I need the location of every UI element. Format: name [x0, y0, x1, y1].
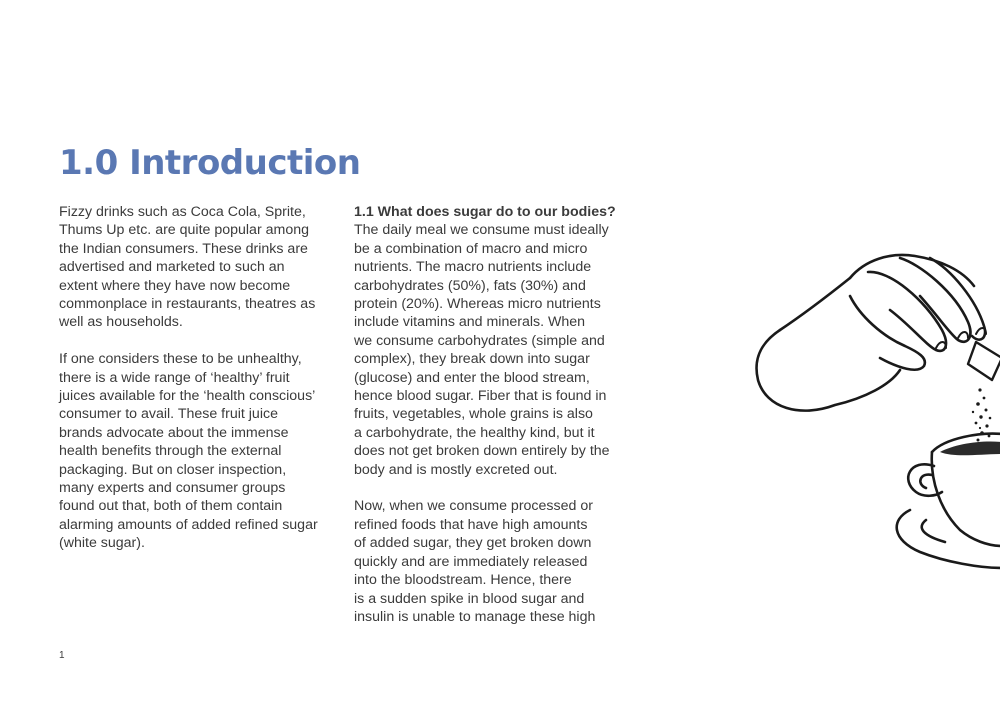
cup-handle-inner — [920, 475, 932, 488]
text-line: well as households. — [59, 314, 183, 331]
text-line: there is a wide range of ‘healthy’ fruit — [59, 369, 290, 386]
text-line: body and is mostly excreted out. — [354, 461, 558, 478]
text-line: alarming amounts of added refined sugar — [59, 516, 318, 533]
page-title: 1.0 Introduction — [59, 143, 361, 183]
text-line: found out that, both of them contain — [59, 498, 283, 515]
text-line: be a combination of macro and micro — [354, 240, 588, 257]
sugar-paragraph-2 — [354, 497, 634, 626]
sugar-paragraph-1 — [354, 221, 634, 479]
text-line: nutrients. The macro nutrients include — [354, 259, 592, 276]
text-line: brands advocate about the immense — [59, 424, 289, 441]
cup-body — [932, 452, 1000, 546]
text-line: a carbohydrate, the healthy kind, but it — [354, 424, 595, 441]
text-line: of added sugar, they get broken down — [354, 535, 592, 552]
page-number: 1 — [59, 650, 65, 661]
section-subheading: 1.1 What does sugar do to our bodies? — [354, 204, 616, 220]
hand-top — [850, 255, 974, 286]
text-line: we consume carbohydrates (simple and — [354, 332, 605, 349]
sugar-grains — [972, 388, 992, 445]
text-line: consumer to avail. These fruit juice — [59, 406, 278, 423]
text-line: The daily meal we consume must ideally — [354, 222, 609, 239]
text-line: health benefits through the external — [59, 443, 282, 460]
text-line: (glucose) and enter the blood stream, — [354, 369, 590, 386]
saucer — [897, 510, 1000, 568]
text-line: refined foods that have high amounts — [354, 516, 588, 533]
hand-pouring-sugar-illustration — [740, 230, 1000, 590]
text-line: does not get broken down entirely by the — [354, 443, 610, 460]
text-line: many experts and consumer groups — [59, 480, 286, 497]
text-line: quickly and are immediately released — [354, 553, 588, 570]
text-line: commonplace in restaurants, theatres as — [59, 296, 316, 313]
text-line: Thums Up etc. are quite popular among — [59, 222, 309, 239]
paragraph-gap — [354, 479, 634, 497]
text-line: (white sugar). — [59, 535, 145, 552]
paragraph-gap — [59, 332, 339, 350]
intro-paragraph-2 — [59, 350, 339, 552]
text-line: the Indian consumers. These drinks are — [59, 240, 308, 257]
text-line: Fizzy drinks such as Coca Cola, Sprite, — [59, 204, 306, 220]
text-line: fruits, vegetables, whole grains is also — [354, 406, 593, 423]
sugar-packet-icon — [968, 342, 1000, 380]
text-line: insulin is unable to manage these high — [354, 608, 596, 625]
sugar-column — [354, 203, 634, 626]
text-line: include vitamins and minerals. When — [354, 314, 586, 331]
nail — [958, 332, 968, 338]
arm-upper-edge — [780, 278, 850, 330]
intro-column — [59, 203, 339, 553]
text-line: hence blood sugar. Fiber that is found in — [354, 388, 607, 405]
text-line: extent where they have now become — [59, 277, 291, 294]
text-line: packaging. But on closer inspection, — [59, 461, 287, 478]
thumb — [850, 296, 925, 370]
text-line: If one considers these to be unhealthy, — [59, 351, 302, 368]
text-line: juices available for the ‘health conscious’ — [59, 388, 316, 405]
saucer-inner — [922, 520, 945, 542]
text-line: Now, when we consume processed or — [354, 498, 593, 515]
text-line: carbohydrates (50%), fats (30%) and — [354, 277, 586, 294]
intro-paragraph-1 — [59, 203, 339, 332]
text-line: advertised and marketed to such an — [59, 259, 285, 276]
coffee-surface — [940, 441, 1000, 455]
text-line: into the bloodstream. Hence, there — [354, 572, 572, 589]
arm-outline — [757, 330, 900, 411]
text-line: protein (20%). Whereas micro nutrients — [354, 296, 601, 313]
text-line: is a sudden spike in blood sugar and — [354, 590, 585, 607]
text-line: complex), they break down into sugar — [354, 351, 590, 368]
